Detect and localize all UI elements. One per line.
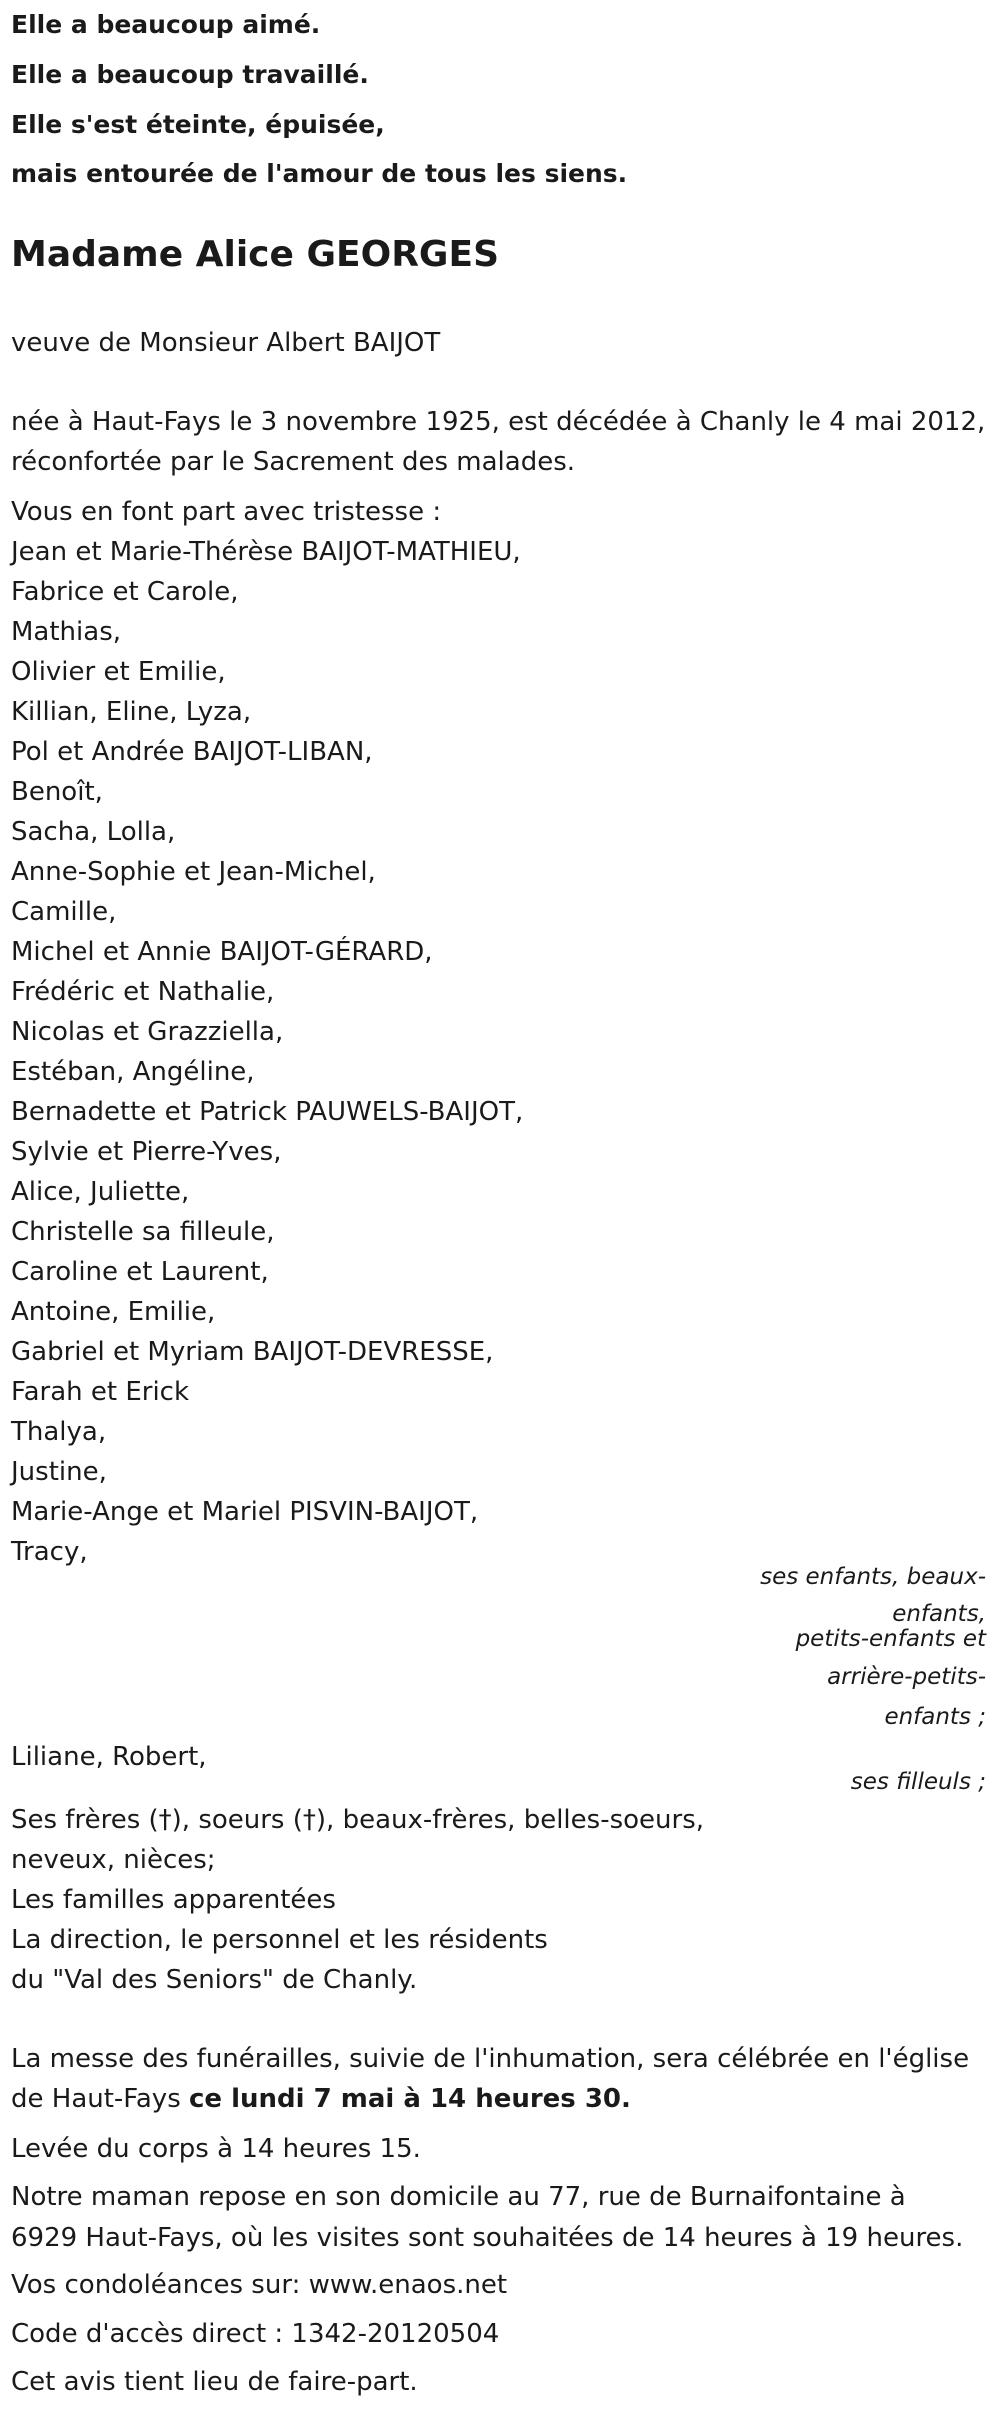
family-member: Frédéric et Nathalie, [11,977,275,1007]
family-member: Justine, [11,1457,107,1487]
family-role-line: petits-enfants et [795,1626,986,1652]
others-line: du "Val des Seniors" de Chanly. [11,1965,418,1995]
family-member: Pol et Andrée BAIJOT-LIBAN, [11,737,373,767]
condolences: Vos condoléances sur: www.enaos.net [11,2270,508,2300]
funeral-date-time: ce lundi 7 mai à 14 heures 30. [189,2084,631,2114]
family-member: Sacha, Lolla, [11,817,176,847]
repose-line: 6929 Haut-Fays, où les visites sont souhaitées de 14 heures à 19 heures. [11,2223,964,2253]
family-member: Tracy, [11,1537,88,1567]
deceased-name: Madame Alice GEORGES [11,234,500,275]
family-member: Antoine, Emilie, [11,1297,216,1327]
family-member: Marie-Ange et Mariel PISVIN-BAIJOT, [11,1497,479,1527]
family-member: Benoît, [11,777,103,807]
family-member: Alice, Juliette, [11,1177,190,1207]
birth-death-line: réconfortée par le Sacrement des malades. [11,447,576,477]
family-member: Jean et Marie-Thérèse BAIJOT-MATHIEU, [11,537,521,567]
family-member: Sylvie et Pierre-Yves, [11,1137,282,1167]
family-role-line: arrière-petits- [827,1664,986,1690]
poem-line: mais entourée de l'amour de tous les siens. [11,159,628,188]
repose-line: Notre maman repose en son domicile au 77, rue de Burnaifontaine à [11,2182,906,2212]
family-member: Estéban, Angéline, [11,1057,255,1087]
family-member: Bernadette et Patrick PAUWELS-BAIJOT, [11,1097,524,1127]
funeral-line: La messe des funérailles, suivie de l'inhumation, sera célébrée en l'église [11,2044,970,2074]
birth-death-line: née à Haut-Fays le 3 novembre 1925, est décédée à Chanly le 4 mai 2012, [11,407,986,437]
widow-of: veuve de Monsieur Albert BAIJOT [11,328,441,358]
family-role-line: enfants ; [884,1704,986,1730]
others-line: neveux, nièces; [11,1845,216,1875]
godchildren-role: ses filleuls ; [850,1769,986,1795]
access-code: Code d'accès direct : 1342-20120504 [11,2319,500,2349]
family-member: Christelle sa filleule, [11,1217,275,1247]
family-member: Fabrice et Carole, [11,577,239,607]
family-member: Farah et Erick [11,1377,190,1407]
others-line: La direction, le personnel et les résidents [11,1925,548,1955]
family-member: Nicolas et Grazziella, [11,1017,284,1047]
family-member: Gabriel et Myriam BAIJOT-DEVRESSE, [11,1337,494,1367]
family-member: Olivier et Emilie, [11,657,226,687]
family-member: Mathias, [11,617,122,647]
funeral-place: de Haut-Fays [11,2084,190,2114]
godchildren: Liliane, Robert, [11,1742,207,1772]
family-member: Anne-Sophie et Jean-Michel, [11,857,376,887]
poem-line: Elle a beaucoup travaillé. [11,60,369,89]
family-role-line: ses enfants, beaux- [760,1564,986,1590]
family-intro: Vous en font part avec tristesse : [11,497,442,527]
family-member: Michel et Annie BAIJOT-GÉRARD, [11,937,433,967]
family-member: Thalya, [11,1417,107,1447]
others-line: Les familles apparentées [11,1885,336,1915]
family-member: Killian, Eline, Lyza, [11,697,252,727]
closing-note: Cet avis tient lieu de faire-part. [11,2367,418,2397]
family-member: Camille, [11,897,117,927]
others-line: Ses frères (†), soeurs (†), beaux-frères, belles-soeurs, [11,1805,704,1835]
poem-line: Elle s'est éteinte, épuisée, [11,110,385,139]
family-role-line: enfants, [892,1601,986,1627]
funeral-line [11,2082,631,2116]
poem-line: Elle a beaucoup aimé. [11,10,321,39]
family-member: Caroline et Laurent, [11,1257,269,1287]
levee-du-corps: Levée du corps à 14 heures 15. [11,2134,421,2164]
